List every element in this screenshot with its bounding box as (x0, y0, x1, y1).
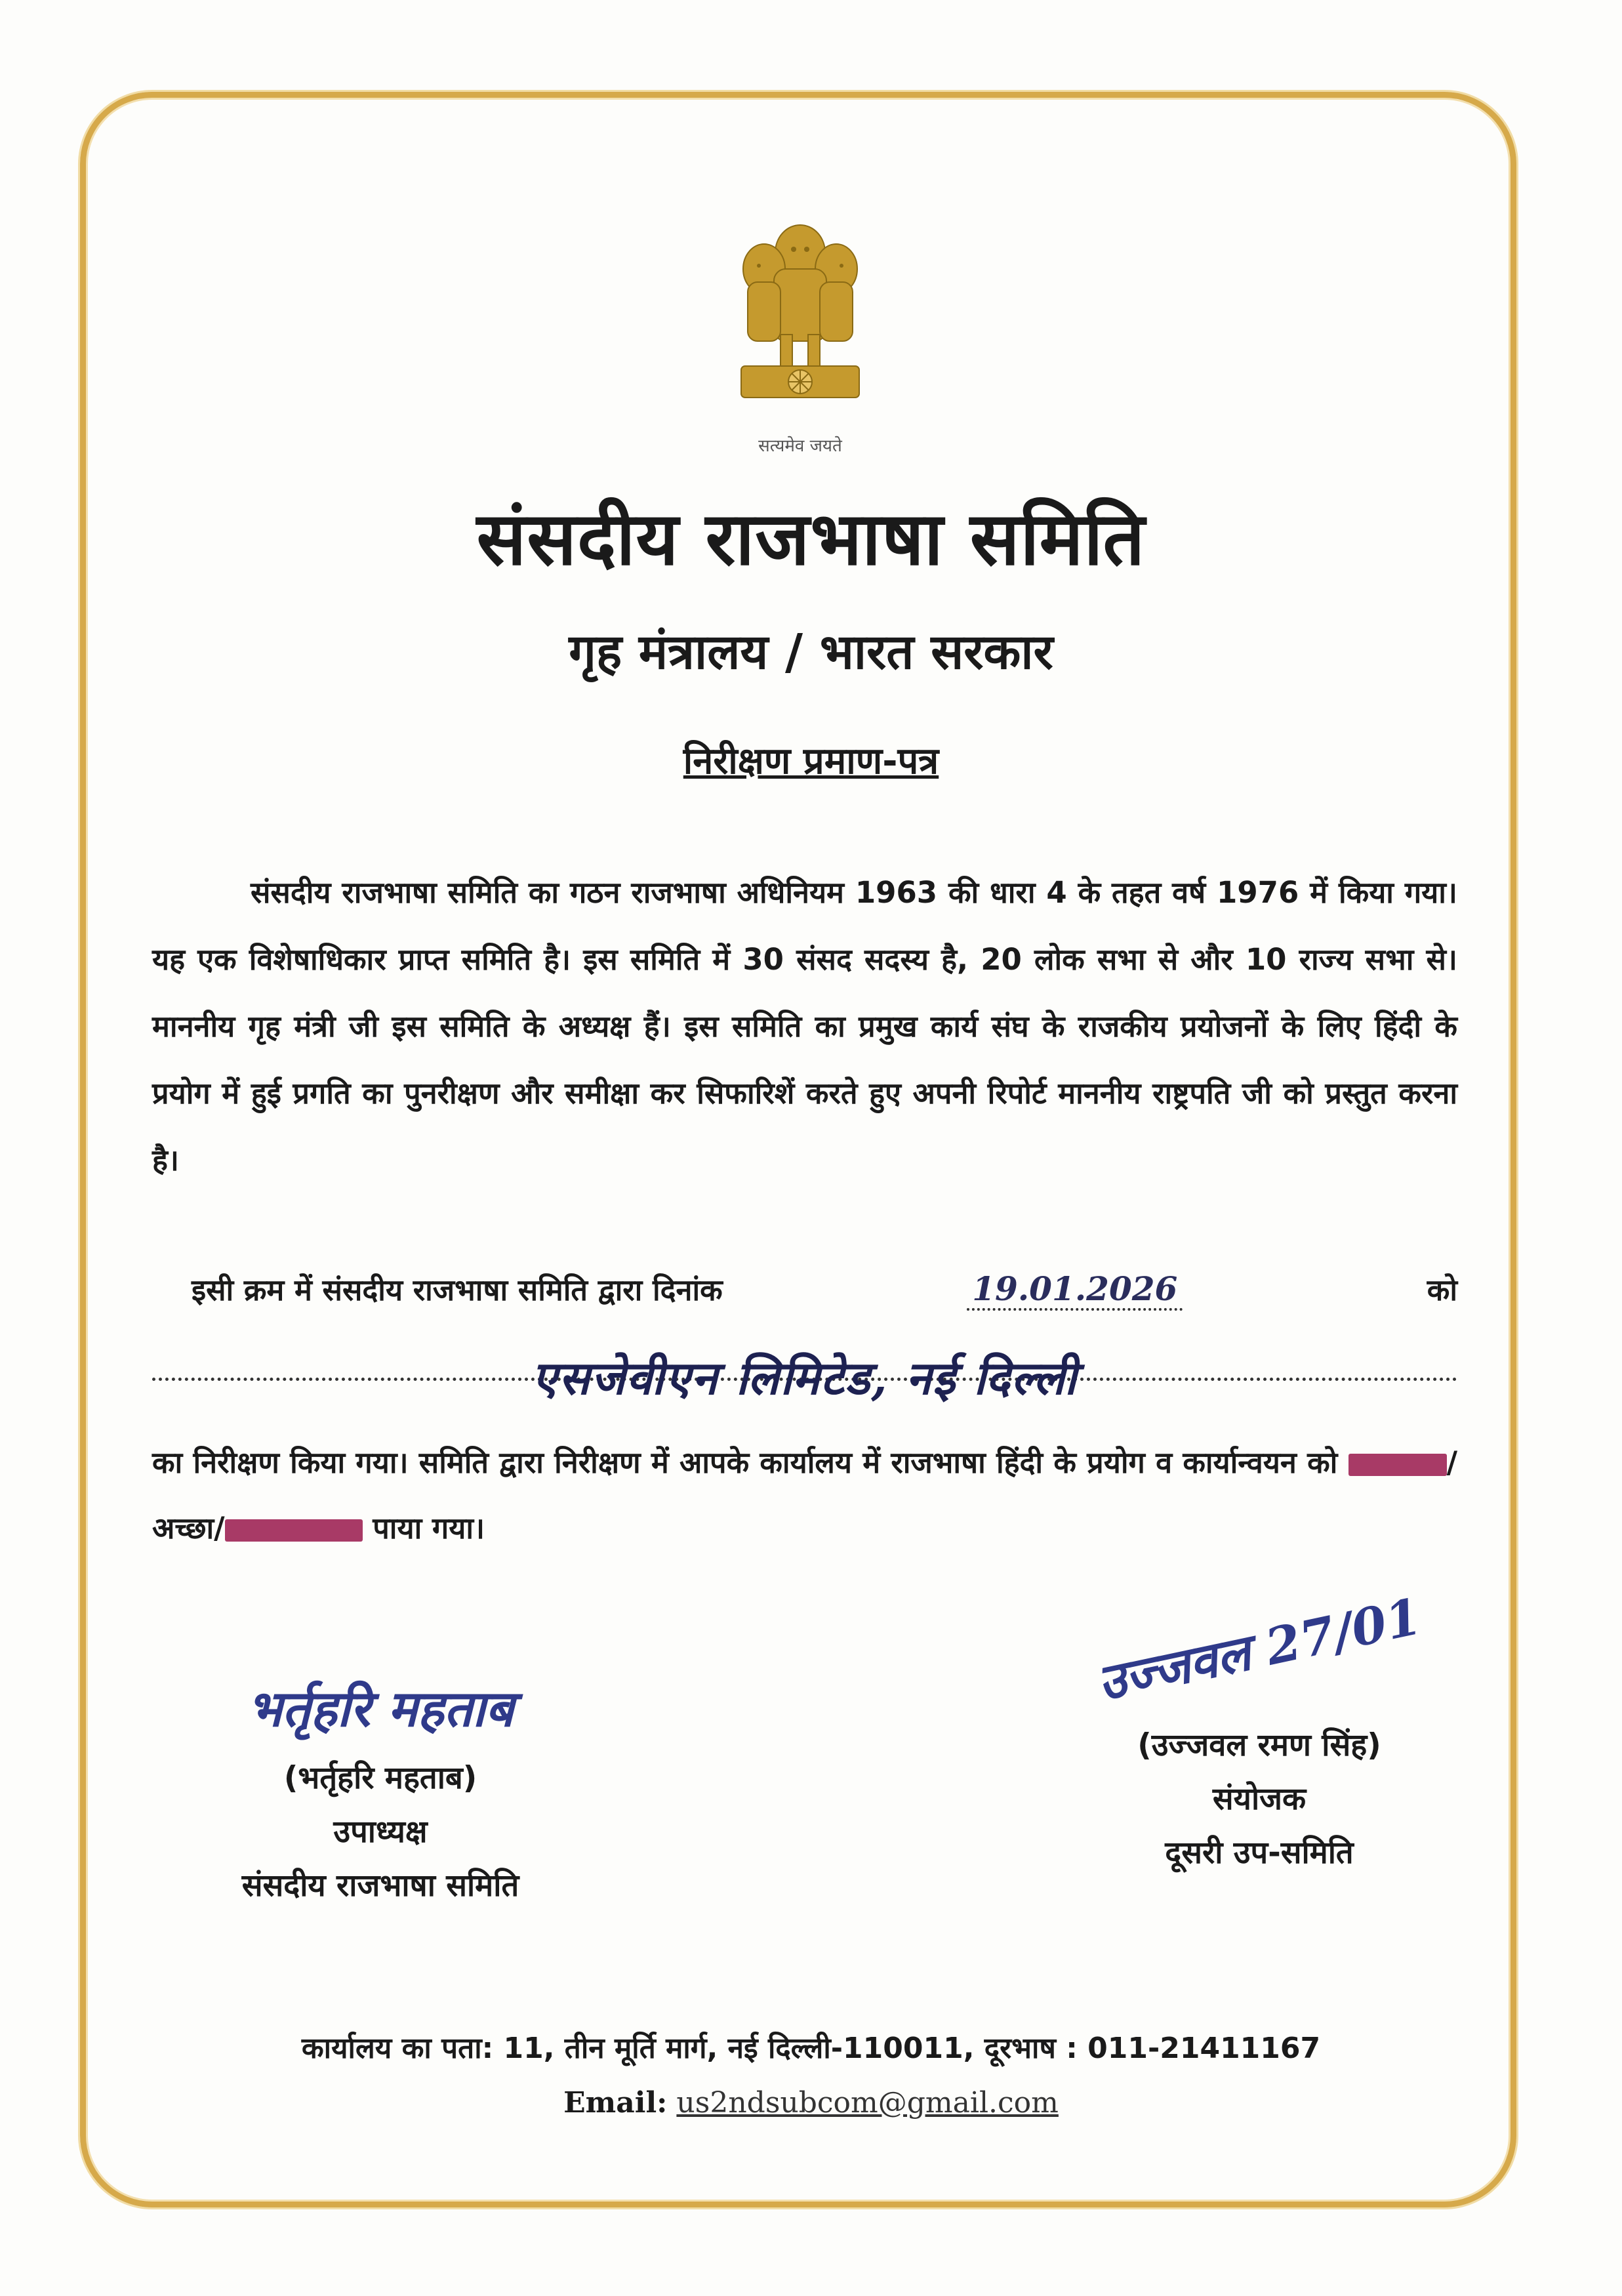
signatory-left-name: (भर्तृहरि महताब) (283, 1760, 477, 1796)
signatory-right-body: दूसरी उप-समिति (1165, 1835, 1354, 1871)
email-label: Email: (563, 2086, 668, 2120)
date-line-suffix: को (1427, 1273, 1457, 1307)
result-text-part1: का निरीक्षण किया गया। समिति द्वारा निरीक्षण में आपके कार्यालय में राजभाषा हिंदी के प्रयोग व कार्यान्वयन को (152, 1445, 1338, 1480)
office-address: कार्यालय का पता: 11, तीन मूर्ति मार्ग, नई दिल्ली-110011, दूरभाष : 011-21411167 (301, 2032, 1321, 2065)
intro-paragraph: संसदीय राजभाषा समिति का गठन राजभाषा अधिनियम 1963 की धारा 4 के तहत वर्ष 1976 में किया गया। यह एक विशेषाधिकार प्राप्त समिति है। इस समिति में 30 संसद सदस्य है, 20 लोक सभा से और 10 राज्य सभा से। माननीय गृह मंत्री जी इस समिति के अध्यक्ष हैं। इस समिति का प्रमुख कार्य संघ के राजकीय प्रयोजनों के लिए हिंदी के प्रयोग में हुई प्रगति का पुनरीक्षण और समीक्षा कर सिफारिशें करते हुए अपनी रिपोर्ट माननीय राष्ट्रपति जी को प्रस्तुत करना है। (152, 875, 1457, 1178)
document-heading: निरीक्षण प्रमाण-पत्र (683, 740, 939, 783)
date-line-prefix: इसी क्रम में संसदीय राजभाषा समिति द्वारा दिनांक (192, 1273, 723, 1307)
state-emblem-icon (728, 216, 872, 413)
signature-right: उज्जवल 27/01 (1092, 1586, 1427, 1713)
inspection-date: 19.01.2026 (967, 1269, 1183, 1311)
page-subtitle: गृह मंत्रालय / भारत सरकार (569, 624, 1053, 680)
result-paragraph (152, 1430, 1457, 1561)
result-text-part2: पाया गया। (373, 1511, 485, 1546)
inspected-office: एसजेवीएन लिमिटेड, नई दिल्ली (531, 1351, 1078, 1405)
signatory-right-name: (उज्जवल रमण सिंह) (1137, 1727, 1381, 1763)
inspection-date-line (152, 1269, 1457, 1311)
signatory-left-body: संसदीय राजभाषा समिति (241, 1868, 519, 1904)
signatory-left (177, 1666, 584, 1913)
redacted-option (225, 1519, 363, 1542)
signature-left: भर्तृहरि महताब (247, 1679, 514, 1738)
page-title: संसदीय राजभाषा समिति (476, 497, 1146, 582)
signatory-left-designation: उपाध्यक्ष (333, 1814, 428, 1850)
email-line (0, 2086, 1622, 2120)
redacted-option (1348, 1454, 1447, 1476)
email-link[interactable]: us2ndsubcom@gmail.com (676, 2086, 1059, 2120)
rating-selected: /अच्छा/ (152, 1445, 1457, 1546)
signatory-right-designation: संयोजक (1212, 1781, 1307, 1817)
emblem-motto: सत्यमेव जयते (758, 436, 842, 456)
signatory-right (1056, 1586, 1463, 1880)
